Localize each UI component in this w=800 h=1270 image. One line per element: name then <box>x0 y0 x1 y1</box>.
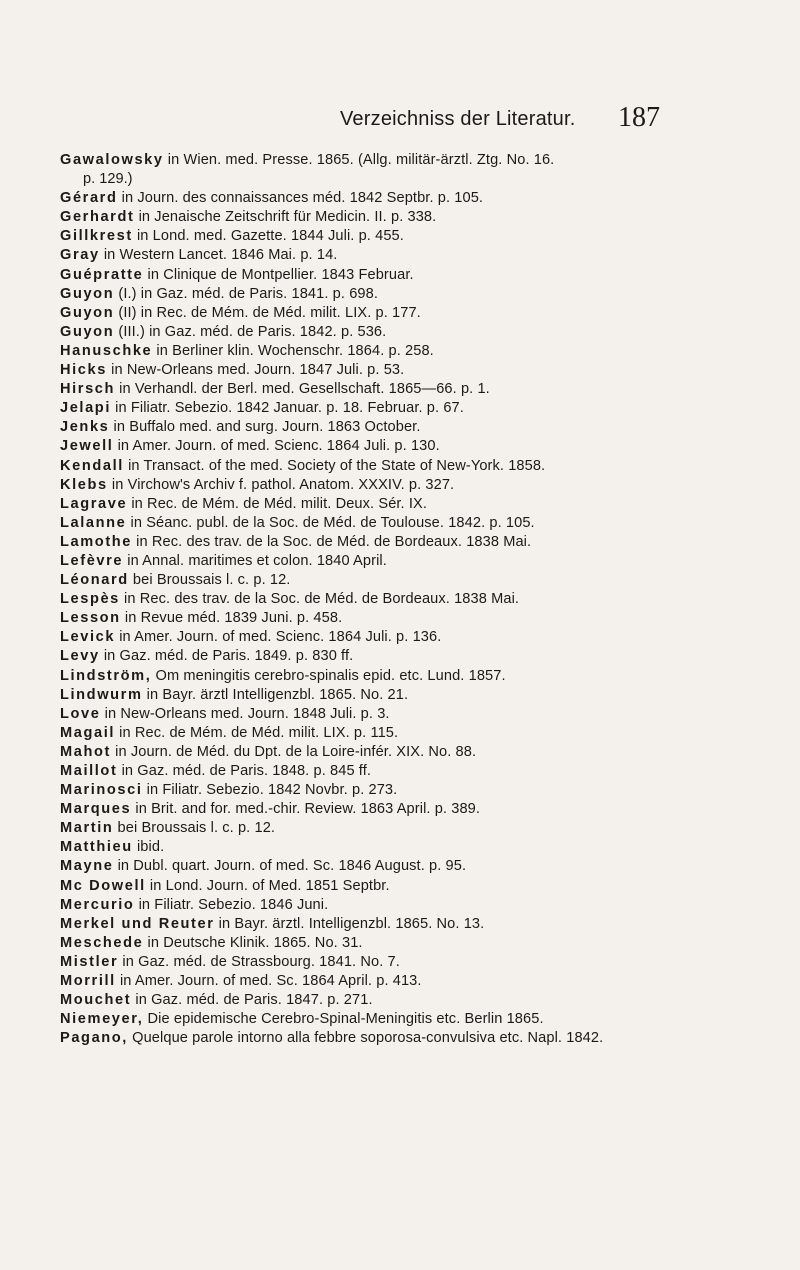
entry-source: in Jenaische Zeitschrift für Medicin. II. p. 338. <box>134 209 437 226</box>
entry-source: in Virchow's Archiv f. pathol. Anatom. XXXIV. p. 327. <box>107 476 455 493</box>
entry-source: bei Broussais l. c. p. 12. <box>113 820 276 837</box>
entry-source: in Wien. med. Presse. 1865. (Allg. militär-ärztl. Ztg. No. 16. <box>163 152 555 168</box>
entry-author: Guyon <box>60 323 115 340</box>
entry-author: Klebs <box>60 476 108 493</box>
entry-author: Hirsch <box>60 381 116 398</box>
bibliography-entry <box>60 800 770 819</box>
entry-source: in Gaz. méd. de Paris. 1848. p. 845 ff. <box>117 763 372 779</box>
bibliography-entry <box>60 189 770 208</box>
entry-continuation: p. 129.) <box>83 171 133 188</box>
bibliography-entry <box>60 495 770 514</box>
entry-author: Mercurio <box>60 896 135 913</box>
entry-author: Merkel und Reuter <box>60 915 215 932</box>
bibliography-entry <box>60 934 770 953</box>
entry-source: in Deutsche Klinik. 1865. No. 31. <box>143 934 363 951</box>
entry-source: in Filiatr. Sebezio. 1846 Juni. <box>134 896 329 913</box>
entry-source: in Western Lancet. 1846 Mai. p. 14. <box>99 247 338 264</box>
bibliography-entry <box>60 762 770 781</box>
entry-source: Die epidemische Cerebro-Spinal-Meningitis etc. Berlin 1865. <box>143 1011 544 1028</box>
bibliography-entry <box>60 667 770 686</box>
entry-author: Magail <box>60 724 116 741</box>
bibliography-entry <box>60 533 770 552</box>
entry-source: in Annal. maritimes et colon. 1840 April. <box>123 552 387 569</box>
bibliography-entry <box>60 323 770 342</box>
bibliography-entry <box>60 208 770 227</box>
entry-author: Lespès <box>60 591 120 608</box>
bibliography-entry <box>60 781 770 800</box>
running-title: Verzeichniss der Literatur. <box>340 108 576 130</box>
entry-author: Hanuschke <box>60 342 153 359</box>
entry-source: bei Broussais l. c. p. 12. <box>128 572 291 589</box>
bibliography-entry <box>60 857 770 876</box>
entry-author: Mc Dowell <box>60 877 146 894</box>
entry-author: Love <box>60 705 101 722</box>
entry-source: in Rec. de Mém. de Méd. milit. LIX. p. 115. <box>115 724 399 741</box>
entry-author: Lagrave <box>60 495 128 512</box>
bibliography-entry <box>60 991 770 1010</box>
bibliography-entry <box>60 838 770 857</box>
entry-author: Lamothe <box>60 533 133 550</box>
bibliography-entry <box>60 705 770 724</box>
entry-source: in Dubl. quart. Journ. of med. Sc. 1846 August. p. 95. <box>113 858 467 875</box>
entry-author: Levick <box>60 629 116 646</box>
entry-author: Mahot <box>60 743 111 760</box>
bibliography-entry <box>60 552 770 571</box>
entry-author: Lindström, <box>60 667 152 684</box>
entry-source: in Revue méd. 1839 Juni. p. 458. <box>120 610 343 627</box>
bibliography-list <box>60 151 770 1048</box>
entry-source: in Journ. de Méd. du Dpt. de la Loire-infér. XIX. No. 88. <box>110 743 477 760</box>
entry-author: Levy <box>60 648 100 665</box>
bibliography-entry <box>60 953 770 972</box>
bibliography-entry <box>60 342 770 361</box>
entry-source: (I.) in Gaz. méd. de Paris. 1841. p. 698. <box>114 285 378 302</box>
entry-author: Gérard <box>60 190 118 207</box>
entry-source: in Bayr. ärztl. Intelligenzbl. 1865. No. 13. <box>214 915 485 932</box>
bibliography-entry <box>60 514 770 533</box>
entry-source: in Rec. de Mém. de Méd. milit. Deux. Sér. IX. <box>127 495 428 512</box>
entry-source: in Journ. des connaissances méd. 1842 Septbr. p. 105. <box>117 190 484 207</box>
entry-author: Morrill <box>60 973 116 990</box>
bibliography-entry <box>60 571 770 590</box>
bibliography-entry <box>60 457 770 476</box>
bibliography-entry <box>60 437 770 456</box>
entry-source: in Gaz. méd. de Strassbourg. 1841. No. 7. <box>118 953 400 970</box>
entry-author: Lindwurm <box>60 686 143 703</box>
entry-source: in New-Orleans med. Journ. 1847 Juli. p. 53. <box>106 362 405 379</box>
entry-author: Gawalowsky <box>60 152 164 168</box>
entry-source: in Bayr. ärztl Intelligenzbl. 1865. No. 21. <box>142 686 409 703</box>
entry-source: Om meningitis cerebro-spinalis epid. etc. Lund. 1857. <box>151 667 506 684</box>
entry-source: in Gaz. méd. de Paris. 1847. p. 271. <box>131 992 373 1009</box>
bibliography-entry <box>60 686 770 705</box>
entry-author: Marinosci <box>60 782 143 799</box>
entry-author: Meschede <box>60 934 144 951</box>
entry-author: Kendall <box>60 457 124 474</box>
entry-author: Martin <box>60 820 114 837</box>
entry-source: (III.) in Gaz. méd. de Paris. 1842. p. 536. <box>114 323 387 340</box>
entry-author: Jenks <box>60 419 110 436</box>
entry-author: Lefèvre <box>60 552 124 569</box>
entry-source: in Séanc. publ. de la Soc. de Méd. de Toulouse. 1842. p. 105. <box>126 514 535 531</box>
entry-author: Mouchet <box>60 992 132 1009</box>
entry-source: in Berliner klin. Wochenschr. 1864. p. 258. <box>152 342 434 359</box>
entry-author: Pagano, <box>60 1030 128 1047</box>
bibliography-entry <box>60 285 770 304</box>
page-number: 187 <box>618 102 660 133</box>
bibliography-entry <box>60 628 770 647</box>
entry-author: Guyon <box>60 304 115 321</box>
entry-author: Guyon <box>60 285 115 302</box>
bibliography-entry <box>60 266 770 285</box>
entry-source: Quelque parole intorno alla febbre soporosa-convulsiva etc. Napl. 1842. <box>127 1030 604 1047</box>
entry-source: in Lond. med. Gazette. 1844 Juli. p. 455. <box>132 228 404 245</box>
entry-author: Matthieu <box>60 839 133 856</box>
entry-author: Léonard <box>60 572 129 589</box>
bibliography-entry <box>60 399 770 418</box>
entry-source: in Verhandl. der Berl. med. Gesellschaft. 1865—66. p. 1. <box>115 381 490 398</box>
bibliography-entry <box>60 896 770 915</box>
bibliography-entry <box>60 361 770 380</box>
bibliography-entry <box>60 819 770 838</box>
bibliography-entry <box>60 972 770 991</box>
entry-author: Guépratte <box>60 266 144 283</box>
bibliography-entry <box>60 1029 770 1048</box>
entry-source: in Brit. and for. med.-chir. Review. 1863 April. p. 389. <box>131 801 481 818</box>
entry-author: Gillkrest <box>60 228 133 245</box>
entry-author: Jelapi <box>60 400 111 417</box>
bibliography-entry <box>60 743 770 762</box>
entry-source: (II) in Rec. de Mém. de Méd. milit. LIX. p. 177. <box>114 304 421 321</box>
entry-source: in New-Orleans med. Journ. 1848 Juli. p. 3. <box>100 705 390 722</box>
entry-source: in Amer. Journ. of med. Sc. 1864 April. p. 413. <box>115 973 422 990</box>
entry-source: in Rec. des trav. de la Soc. de Méd. de Bordeaux. 1838 Mai. <box>119 591 520 608</box>
entry-author: Gerhardt <box>60 209 135 226</box>
entry-source: ibid. <box>132 839 165 856</box>
entry-source: in Filiatr. Sebezio. 1842 Januar. p. 18. Februar. p. 67. <box>110 400 464 417</box>
bibliography-entry <box>60 227 770 246</box>
bibliography-entry <box>60 246 770 265</box>
entry-author: Niemeyer, <box>60 1011 144 1028</box>
entry-source: in Transact. of the med. Society of the State of New-York. 1858. <box>123 457 546 474</box>
entry-author: Mistler <box>60 953 119 970</box>
entry-author: Hicks <box>60 362 107 379</box>
bibliography-entry <box>60 418 770 437</box>
bibliography-entry <box>60 915 770 934</box>
entry-author: Lalanne <box>60 514 127 531</box>
bibliography-entry <box>60 380 770 399</box>
entry-author: Jewell <box>60 438 114 455</box>
entry-author: Mayne <box>60 858 114 875</box>
entry-source: in Rec. des trav. de la Soc. de Méd. de Bordeaux. 1838 Mai. <box>132 533 532 550</box>
bibliography-entry <box>60 304 770 323</box>
bibliography-entry <box>60 609 770 628</box>
entry-author: Marques <box>60 801 132 818</box>
bibliography-entry <box>60 151 770 189</box>
entry-source: in Buffalo med. and surg. Journ. 1863 October. <box>109 419 421 436</box>
bibliography-entry <box>60 1010 770 1029</box>
bibliography-entry <box>60 877 770 896</box>
entry-source: in Gaz. méd. de Paris. 1849. p. 830 ff. <box>99 648 354 665</box>
bibliography-entry <box>60 647 770 666</box>
bibliography-entry <box>60 476 770 495</box>
entry-author: Maillot <box>60 763 118 779</box>
entry-source: in Filiatr. Sebezio. 1842 Novbr. p. 273. <box>142 782 398 799</box>
bibliography-entry <box>60 724 770 743</box>
entry-source: in Clinique de Montpellier. 1843 Februar. <box>143 266 414 283</box>
entry-source: in Lond. Journ. of Med. 1851 Septbr. <box>145 877 390 894</box>
entry-source: in Amer. Journ. of med. Scienc. 1864 Juli. p. 130. <box>113 438 440 455</box>
entry-author: Gray <box>60 247 100 264</box>
entry-author: Lesson <box>60 610 121 627</box>
entry-source: in Amer. Journ. of med. Scienc. 1864 Juli. p. 136. <box>115 629 442 646</box>
bibliography-entry <box>60 590 770 609</box>
